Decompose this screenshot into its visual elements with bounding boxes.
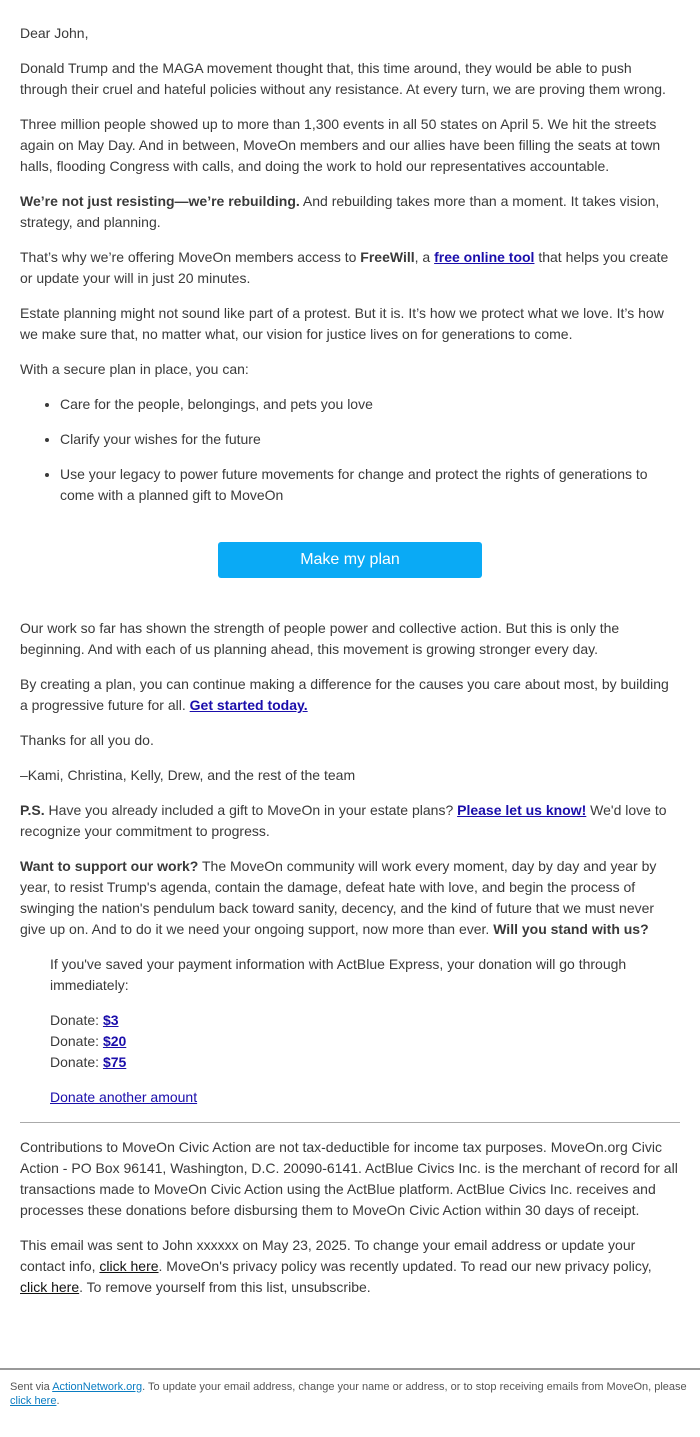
benefits-list xyxy=(20,394,680,506)
donate-3-link[interactable]: $3 xyxy=(102,1012,119,1028)
actionnetwork-link[interactable]: ActionNetwork.org xyxy=(52,1381,143,1393)
donate-label: Donate: xyxy=(50,1054,103,1070)
actblue-note: If you've saved your payment information with ActBlue Express, your donation will go through immediately: xyxy=(50,956,627,993)
donate-list xyxy=(50,1010,680,1073)
make-my-plan-button[interactable]: Make my plan xyxy=(218,542,482,578)
paragraph-secure-plan: With a secure plan in place, you can: xyxy=(20,361,249,377)
paragraph-rebuilding xyxy=(20,191,680,233)
freewill-pre: That’s why we’re offering MoveOn members access to xyxy=(20,249,361,265)
list-item: • Care for the people, belongings, and pets you love xyxy=(60,394,680,415)
paragraph-intro: Donald Trump and the MAGA movement thought that, this time around, they would be able to push through their cruel and hateful policies without any resistance. At every turn, we are proving them wrong. xyxy=(20,60,666,97)
legal-disclaimer: Contributions to MoveOn Civic Action are not tax-deductible for income tax purposes. MoveOn.org Civic Action - PO Box 96141, Washington, D.C. 20090-6141. ActBlue Civics Inc. is the merchant of record for all transactions made to MoveOn Civic Action using the ActBlue platform. ActBlue Civics Inc. receives and processes these donations before disbursing them to MoveOn Civic Action within 30 days of receipt. xyxy=(20,1139,678,1218)
paragraph-people-power: Our work so far has shown the strength of people power and collective action. But this is only the beginning. And with each of us planning ahead, this movement is growing stronger every day. xyxy=(20,620,620,657)
donate-label: Donate: xyxy=(50,1012,103,1028)
footer-click-here-link[interactable]: click here xyxy=(10,1395,57,1407)
sent-text-2: . MoveOn's privacy policy was recently updated. To read our new privacy policy, xyxy=(158,1258,652,1274)
ps-label: P.S. xyxy=(20,802,45,818)
donate-other-row xyxy=(50,1087,680,1108)
ps-text: Have you already included a gift to MoveOn in your estate plans? xyxy=(44,802,458,818)
paragraph-creating-plan xyxy=(20,674,680,716)
creating-plan-text: By creating a plan, you can continue making a difference for the causes you care about most, by building a progressive future for all. xyxy=(20,676,669,713)
freewill-mid: , a xyxy=(414,249,435,265)
cta-container xyxy=(20,542,680,578)
let-us-know-link[interactable]: Please let us know! xyxy=(457,802,587,818)
donate-row xyxy=(50,1031,680,1052)
donate-another-amount-link[interactable]: Donate another amount xyxy=(50,1089,198,1105)
rebuilding-text: And rebuilding takes more than a moment. It takes vision, strategy, and planning. xyxy=(20,193,660,230)
rebuilding-headline: We’re not just resisting—we’re rebuilding. xyxy=(20,193,300,209)
action-network-footer xyxy=(0,1368,700,1408)
free-online-tool-link[interactable]: free online tool xyxy=(434,249,535,265)
paragraph-thanks: Thanks for all you do. xyxy=(20,732,154,748)
sent-notice xyxy=(20,1235,680,1298)
update-contact-link[interactable]: click here xyxy=(99,1258,159,1274)
donate-row xyxy=(50,1052,680,1073)
footer-pre: Sent via xyxy=(10,1381,53,1393)
privacy-policy-link[interactable]: click here xyxy=(20,1279,80,1295)
support-text: The MoveOn community will work every moment, day by day and year by year, to resist Trump's agenda, contain the damage, defeat hate with love, and begin the process of swinging the nation's pendulum back toward sanity, decency, and the kind of future that we must never give up on. And to do it we need your ongoing support, now more than ever. xyxy=(20,858,657,937)
paragraph-events: Three million people showed up to more than 1,300 events in all 50 states on April 5. We hit the streets again on May Day. And in between, MoveOn members and our allies have been filling the seats at town halls, flooding Congress with calls, and doing the work to hold our representatives accountable. xyxy=(20,116,661,174)
support-question: Want to support our work? xyxy=(20,858,199,874)
freewill-post: that helps you create or update your will in just 20 minutes. xyxy=(20,249,669,286)
donate-label: Donate: xyxy=(50,1033,103,1049)
paragraph-support xyxy=(20,856,680,940)
sent-text-1: This email was sent to John xxxxxx on May 23, 2025. To change your email address or update your contact info, xyxy=(20,1237,636,1274)
divider xyxy=(20,1122,680,1123)
footer-mid: . To update your email address, change your name or address, or to stop receiving emails from MoveOn, please xyxy=(142,1381,687,1393)
donate-20-link[interactable]: $20 xyxy=(102,1033,127,1049)
stand-with-us: Will you stand with us? xyxy=(493,921,649,937)
footer-post: . xyxy=(56,1395,60,1407)
list-item: • Clarify your wishes for the future xyxy=(60,429,680,450)
get-started-link[interactable]: Get started today. xyxy=(189,697,308,713)
paragraph-ps xyxy=(20,800,680,842)
ps-post: We'd love to recognize your commitment to progress. xyxy=(20,802,667,839)
signature: –Kami, Christina, Kelly, Drew, and the rest of the team xyxy=(20,767,356,783)
list-item: • Use your legacy to power future movements for change and protect the rights of generations to come with a planned gift to MoveOn xyxy=(60,464,680,506)
sent-text-3: . To remove yourself from this list, unsubscribe. xyxy=(79,1279,371,1295)
greeting: Dear John, xyxy=(20,25,89,41)
donate-row xyxy=(50,1010,680,1031)
freewill-brand: FreeWill xyxy=(360,249,415,265)
donate-75-link[interactable]: $75 xyxy=(102,1054,127,1070)
paragraph-estate: Estate planning might not sound like part of a protest. But it is. It’s how we protect what we love. It’s how we make sure that, no matter what, our vision for justice lives on for generations to come. xyxy=(20,305,664,342)
paragraph-freewill xyxy=(20,247,680,289)
